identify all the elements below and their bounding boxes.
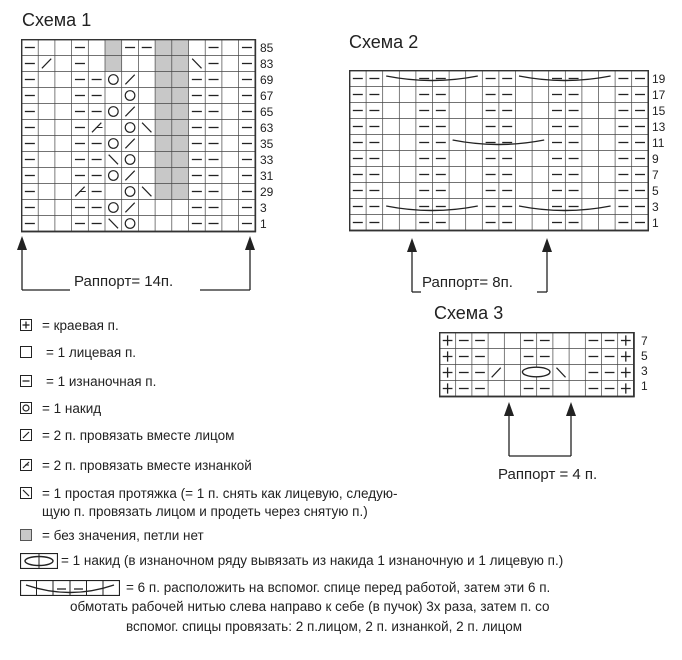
- no-stitch-cell: [155, 104, 172, 120]
- row-number: 13: [652, 120, 666, 134]
- no-stitch-cell: [155, 184, 172, 200]
- legend-skp-text-2: щую п. провязать лицом и продеть через снятую п.): [42, 504, 368, 519]
- legend-cluster-text-2: обмотать рабочей нитью слева направо к себе (в пучок) 3x раза, затем п. со: [70, 599, 550, 614]
- legend-yo-text: = 1 накид: [42, 401, 102, 416]
- row-number: 1: [260, 217, 267, 231]
- no-stitch-cell: [155, 120, 172, 136]
- no-stitch-cell: [105, 56, 122, 72]
- row-number: 7: [641, 334, 648, 348]
- row-number: 85: [260, 41, 274, 55]
- scheme2-title: Схема 2: [349, 32, 419, 52]
- legend-k2tog-text: = 2 п. провязать вместе лицом: [42, 428, 235, 443]
- no-stitch-cell: [155, 56, 172, 72]
- plus-box-icon: [20, 319, 32, 331]
- row-number: 3: [652, 200, 659, 214]
- no-stitch-cell: [172, 120, 189, 136]
- gray-box-icon: [20, 529, 32, 541]
- row-number: 35: [260, 137, 274, 151]
- no-stitch-cell: [172, 104, 189, 120]
- row-number: 69: [260, 73, 274, 87]
- no-stitch-cell: [155, 72, 172, 88]
- row-number: 29: [260, 185, 274, 199]
- legend-knit-text: = 1 лицевая п.: [46, 345, 137, 360]
- dash-box-icon: [20, 375, 32, 387]
- row-number: 19: [652, 72, 666, 86]
- no-stitch-cell: [172, 168, 189, 184]
- row-number: 63: [260, 121, 274, 135]
- big-yo-mark: [522, 367, 550, 377]
- circle-box-icon: [20, 402, 32, 414]
- empty-box-icon: [20, 346, 32, 358]
- scheme2-rapport-label: Раппорт= 8п.: [422, 274, 513, 291]
- row-number: 17: [652, 88, 666, 102]
- scheme1-rapport-arrows: [10, 232, 270, 302]
- legend-skp-text-1: = 1 простая протяжка (= 1 п. снять как лицевую, следую-: [42, 486, 398, 501]
- scheme3-title: Схема 3: [434, 303, 504, 323]
- no-stitch-cell: [155, 136, 172, 152]
- no-stitch-cell: [155, 88, 172, 104]
- scheme1-rapport-label: Раппорт= 14п.: [74, 273, 174, 290]
- no-stitch-cell: [172, 72, 189, 88]
- no-stitch-cell: [172, 136, 189, 152]
- no-stitch-cell: [172, 56, 189, 72]
- no-stitch-cell: [172, 152, 189, 168]
- row-number: 5: [652, 184, 659, 198]
- row-number: 31: [260, 169, 274, 183]
- no-stitch-cell: [172, 40, 189, 56]
- row-number: 15: [652, 104, 666, 118]
- no-stitch-cell: [155, 168, 172, 184]
- scheme3-rapport-label: Раппорт = 4 п.: [498, 466, 598, 483]
- row-number: 1: [641, 379, 648, 393]
- row-number: 11: [652, 136, 665, 150]
- row-number: 5: [641, 349, 648, 363]
- row-number: 33: [260, 153, 274, 167]
- legend-purl-text: = 1 изнаночная п.: [46, 374, 157, 389]
- scheme3-rapport-arrows: [495, 398, 585, 464]
- legend-cluster-text-1: = 6 п. расположить на вспомог. спице перед работой, затем эти 6 п.: [126, 580, 551, 595]
- scheme3-chart: [439, 332, 635, 398]
- row-number: 7: [652, 168, 659, 182]
- scheme1-chart: [21, 39, 257, 233]
- legend-edge-text: = краевая п.: [42, 318, 119, 333]
- legend-p2tog-text: = 2 п. провязать вместе изнанкой: [42, 458, 252, 473]
- row-number: 9: [652, 152, 659, 166]
- slash-box-icon: [20, 429, 32, 441]
- no-stitch-cell: [155, 152, 172, 168]
- legend-nostitch-text: = без значения, петли нет: [42, 528, 204, 543]
- row-number: 1: [652, 216, 659, 230]
- no-stitch-cell: [172, 88, 189, 104]
- row-number: 67: [260, 89, 274, 103]
- no-stitch-cell: [155, 40, 172, 56]
- no-stitch-cell: [172, 184, 189, 200]
- row-number: 3: [260, 201, 267, 215]
- slash-dash-box-icon: [20, 459, 32, 471]
- row-number: 83: [260, 57, 274, 71]
- scheme2-chart: [349, 70, 649, 232]
- scheme1-title: Схема 1: [22, 10, 92, 30]
- cluster-icon: [20, 580, 120, 596]
- oval-box-icon: [20, 553, 58, 569]
- no-stitch-cell: [105, 40, 122, 56]
- legend-cluster-text-3: вспомог. спицы провязать: 2 п.лицом, 2 п. изнанкой, 2 п. лицом: [126, 619, 523, 634]
- legend-bigyo-text: = 1 накид (в изнаночном ряду вывязать из накида 1 изнаночную и 1 лицевую п.): [61, 553, 564, 568]
- row-number: 3: [641, 364, 648, 378]
- row-number: 65: [260, 105, 274, 119]
- backslash-box-icon: [20, 487, 32, 499]
